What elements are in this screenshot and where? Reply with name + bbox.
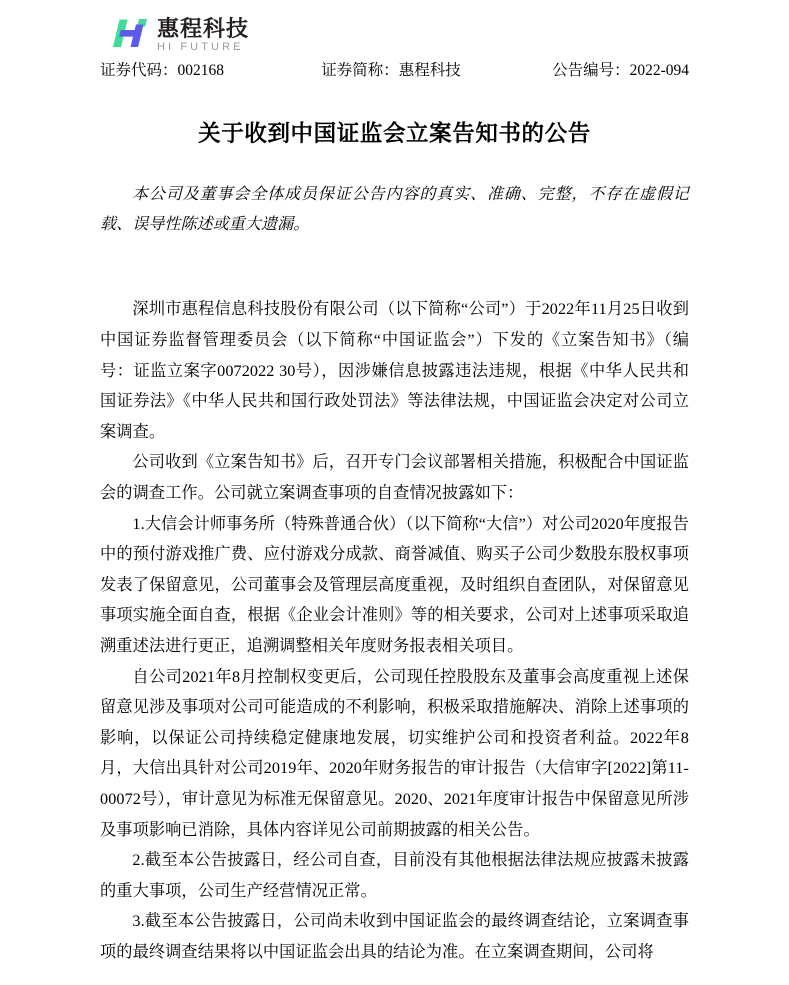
- disclaimer-paragraph: 本公司及董事会全体成员保证公告内容的真实、准确、完整，不存在虚假记载、误导性陈述或重大遗漏。: [100, 186, 689, 234]
- security-code: 证券代码：002168: [100, 62, 225, 79]
- paragraph-spacer: [100, 240, 689, 294]
- body-paragraph-2: 公司收到《立案告知书》后，召开专门会议部署相关措施，积极配合中国证监会的调查工作。公司就立案调查事项的自查情况披露如下：: [100, 453, 689, 502]
- body-paragraph-5: 2.截至本公告披露日，经公司自查，目前没有其他根据法律法规应披露未披露的重大事项，公司生产经营情况正常。: [100, 851, 689, 900]
- body-paragraph-1: 深圳市惠程信息科技股份有限公司（以下简称“公司”）于2022年11月25日收到中国证券监督管理委员会（以下简称“中国证监会”）下发的《立案告知书》（编号：证监立案字0072022 30号），因涉嫌信息披露违法违规，根据《中华人民共和国证券法》《中华人民共和国行政处罚法》等法律法规，中国证监会决定对公司立案调查。: [100, 300, 689, 441]
- security-abbreviation: 证券简称：惠程科技: [321, 62, 461, 79]
- body-paragraph-4: 自公司2021年8月控制权变更后，公司现任控股股东及董事会高度重视上述保留意见涉及事项对公司可能造成的不利影响，积极采取措施解决、消除上述事项的影响，以保证公司持续稳定健康地发展，切实维护公司和投资者利益。2022年8月，大信出具针对公司2019年、2020年财务报告的审计报告（大信审字[2022]第11-00072号），审计意见为标准无保留意见。2020、2021年度审计报告中保留意见所涉及事项影响已消除，具体内容详见公司前期披露的相关公告。: [100, 667, 689, 839]
- logo-wordmark: [157, 16, 249, 54]
- company-logo: [112, 16, 249, 54]
- body-paragraph-6: 3.截至本公告披露日，公司尚未收到中国证监会的最终调查结论，立案调查事项的最终调查结果将以中国证监会出具的结论为准。在立案调查期间，公司将: [100, 912, 689, 961]
- logo-english-name: HI FUTURE: [157, 41, 244, 53]
- body-paragraph-3: 1.大信会计师事务所（特殊普通合伙）（以下简称“大信”）对公司2020年度报告中的预付游戏推广费、应付游戏分成款、商誉减值、购买子公司少数股东股权事项发表了保留意见，公司董事会及管理层高度重视，及时组织自查团队，对保留意见事项实施全面自查，根据《企业会计准则》等的相关要求，公司对上述事项采取追溯重述法进行更正，追溯调整相关年度财务报表相关项目。: [100, 514, 689, 655]
- document-body: [100, 180, 689, 967]
- page-title: 关于收到中国证监会立案告知书的公告: [198, 121, 591, 146]
- logo-chinese-name: 惠程科技: [157, 16, 250, 41]
- hi-future-logo-icon: [112, 16, 148, 50]
- security-header-line: [100, 60, 689, 82]
- announcement-number: 公告编号：2022-094: [552, 62, 689, 79]
